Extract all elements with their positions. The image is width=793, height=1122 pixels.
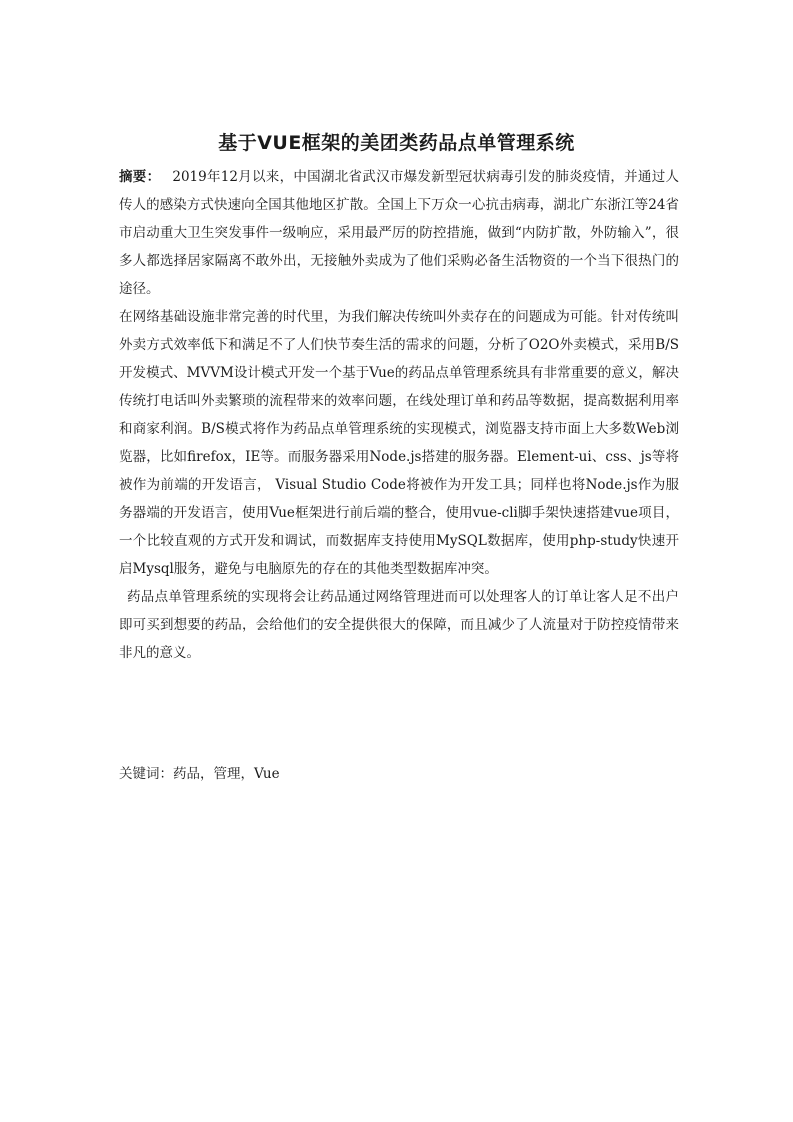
abstract-label: 摘要： xyxy=(119,169,161,185)
document-title: 基于VUE框架的美团类药品点单管理系统 xyxy=(218,132,575,154)
abstract-paragraph-3: 药品点单管理系统的实现将会让药品通过网络管理进而可以处理客人的订单让客人足不出户即可买到想要的药品，会给他们的安全提供很大的保障，而且减少了人流量对于防控疫情带来非凡的意义。 xyxy=(119,589,679,661)
abstract-paragraph-1 xyxy=(119,163,679,303)
abstract-paragraph-1-text: 2019年12月以来，中国湖北省武汉市爆发新型冠状病毒引发的肺炎疫情，并通过人传人的感染方式快速向全国其他地区扩散。全国上下万众一心抗击病毒，湖北广东浙江等24省市启动重大卫生突发事件一级响应，采用最严厉的防控措施，做到“内防扩散，外防输入”，很多人都选择居家隔离不敢外出，无接触外卖成为了他们采购必备生活物资的一个当下很热门的途径。 xyxy=(119,169,679,297)
abstract-section xyxy=(119,163,679,667)
keywords-line: 关键词：药品，管理，Vue xyxy=(119,766,280,782)
abstract-paragraph-2: 在网络基础设施非常完善的时代里，为我们解决传统叫外卖存在的问题成为可能。针对传统叫外卖方式效率低下和满足不了人们快节奏生活的需求的问题，分析了O2O外卖模式，采用B/S开发模式、MVVM设计模式开发一个基于Vue的药品点单管理系统具有非常重要的意义，解决传统打电话叫外卖繁琐的流程带来的效率问题，在线处理订单和药品等数据，提高数据利用率和商家利润。B/S模式将作为药品点单管理系统的实现模式，浏览器支持市面上大多数Web浏览器，比如firefox，IE等。而服务器采用Node.js搭建的服务器。Element-ui、css、js等将被作为前端的开发语言， Visual Studio Code将被作为开发工具；同样也将Node.js作为服务器端的开发语言，使用Vue框架进行前后端的整合，使用vue-cli脚手架快速搭建vue项目，一个比较直观的方式开发和调试，而数据库支持使用MySQL数据库，使用php-study快速开启Mysql服务，避免与电脑原先的存在的其他类型数据库冲突。 xyxy=(119,309,679,577)
